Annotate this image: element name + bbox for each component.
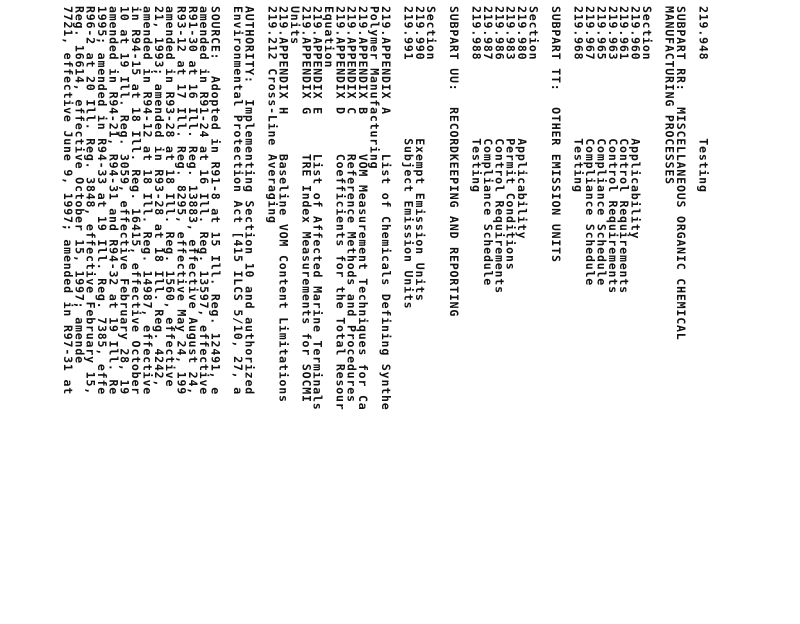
text-line: Polymer Manufacturing [367, 6, 382, 170]
text-line: 219.APPENDIX A List of Chemicals Defining Synthe [378, 6, 393, 411]
text-line: 219.APPENDIX D Coefficients for the Total Resour [333, 6, 348, 411]
text-line: 219.212 Cross-Line Averaging [265, 6, 280, 224]
text-line: Units [287, 6, 302, 45]
text-line: R93-12 at 17 Ill. Reg. 8295, effective May 24, 199 [174, 6, 189, 396]
text-line: 219.APPENDIX H Baseline VOM Content Limitations [276, 6, 291, 403]
text-line: Reg. 16614, effective October 15, 1997; amende [72, 6, 87, 364]
text-line: amended in R93-28 at 18 Ill. Reg. 1560, effective [163, 6, 178, 388]
text-line: 21, 1993; amended in R93-28 at 18 Ill. Reg. 4242, [151, 6, 166, 388]
text-line: 219.APPENDIX E List of Affected Marine Terminals [310, 6, 325, 411]
text-line: 219.960 Applicability [628, 6, 643, 240]
text-line: 7721, effective June 9, 1997; amended in R97-31 at [60, 6, 75, 396]
text-line: 219.991 Subject Emission Units [401, 6, 416, 310]
text-line: amended in R91-24 at 16 Ill. Reg. 13597, effective [197, 6, 212, 396]
text-line: 219.APPENDIX C Reference Methods and Procedures [344, 6, 359, 403]
text-line: Section [526, 6, 541, 61]
text-line: 219.980 Applicability [514, 6, 529, 240]
text-line: 219.988 Testing [469, 6, 484, 193]
text-line: 219.990 Exempt Emission Units [412, 6, 427, 302]
text-line: 219.967 Compliance Schedule [583, 6, 598, 287]
text-line: 219.961 Control Requirements [617, 6, 632, 294]
text-line: 219.963 Control Requirements [605, 6, 620, 294]
text-line: R91-30 at 16 Ill. Reg. 13883, effective August 24, [185, 6, 200, 396]
text-line: 219.948 Testing [696, 6, 711, 193]
text-line: 1995; amended in R94-33 at 19 Ill. Reg. 7385, effe [95, 6, 110, 396]
text-line: in R94-15 at 18 Ill. Reg. 16415, effective October [129, 6, 144, 396]
text-line: MANUFACTURING PROCESSES [662, 6, 677, 185]
text-line: SUBPART UU: RECORDKEEPING AND REPORTING [446, 6, 461, 318]
text-line: SUBPART TT: OTHER EMISSION UNITS [549, 6, 564, 263]
text-line: Section [639, 6, 654, 61]
text-line: amended in R94-12 at 18 Ill. Reg. 14987, effective [140, 6, 155, 396]
text-line: amended in R94-21, R94-31 and R94-32 at 19 Ill. Re [106, 6, 121, 396]
text-line: 219.965 Compliance Schedule [594, 6, 609, 287]
text-line: 219.983 Permit Conditions [503, 6, 518, 271]
text-line: Section [424, 6, 439, 61]
text-line: AUTHORITY: Implementing Section 10 and authorized [242, 6, 257, 396]
text-line: 219.968 Testing [571, 6, 586, 193]
text-line: 219.987 Compliance Schedule [480, 6, 495, 287]
text-line: 219.APPENDIX B VOM Measurement Techniques for Ca [356, 6, 371, 411]
text-line: 10 at 19 Ill. Reg. 3059, effective February 28, 19 [117, 6, 132, 396]
text-line: SUBPART RR: MISCELLANEOUS ORGANIC CHEMICAL [673, 6, 688, 341]
text-line: 219.986 Control Requirements [492, 6, 507, 294]
text-line: SOURCE: Adopted in R91-8 at 15 Ill. Reg. 12491, e [208, 6, 223, 396]
text-line: 219.APPENDIX G TRE Index Measurements for SOCMI [299, 6, 314, 403]
text-line: Environmental Protection Act [415 ILCS 5/10, 27, a [231, 6, 246, 396]
text-line: R96-2 at 20 Ill. Reg. 3848, effective February 15, [83, 6, 98, 396]
text-line: Equation [322, 6, 337, 69]
